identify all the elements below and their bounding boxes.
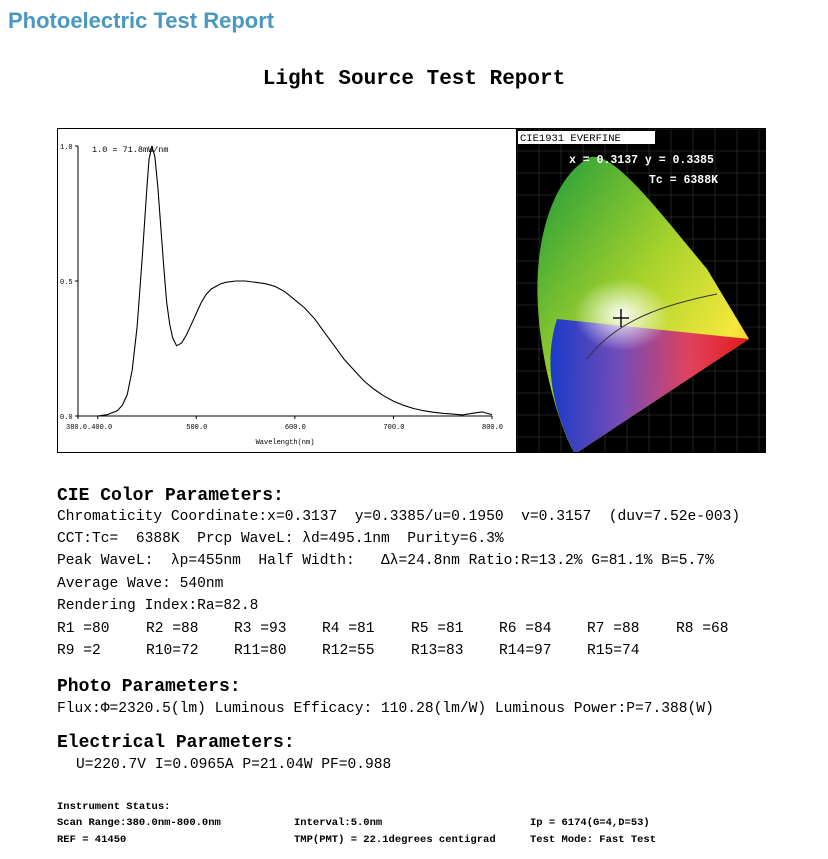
r-index-value: R9 =2 [57,643,101,659]
ref-value: REF = 41450 [57,834,127,846]
x-tick-label: 600.0 [284,424,306,432]
pmt-temperature: TMP(PMT) = 22.1degrees centigrad [294,834,496,846]
x-tick-label: 500.0 [186,424,208,432]
interval: Interval:5.0nm [294,817,383,829]
r-index-value: R4 =81 [322,621,375,637]
cie-title: CIE1931 EVERFINE [520,133,621,145]
cie-section-title: CIE Color Parameters: [57,486,284,506]
r-index-value: R7 =88 [587,621,640,637]
r-index-value: R13=83 [411,643,464,659]
electrical-section-title: Electrical Parameters: [57,733,295,753]
page-heading: Photoelectric Test Report [8,8,275,33]
peak-wavelength-line: Peak WaveL: λp=455nm Half Width: Δλ=24.8nm Ratio:R=13.2% G=81.1% B=5.7% [57,553,714,569]
r-index-value: R2 =88 [146,621,199,637]
r-index-value: R14=97 [499,643,552,659]
report-title: Light Source Test Report [262,68,566,91]
figure-frame [57,128,766,453]
cie-xy-readout: x = 0.3137 y = 0.3385 [569,154,714,167]
test-mode: Test Mode: Fast Test [530,834,657,846]
instrument-status-title: Instrument Status: [57,801,171,813]
r-index-value: R6 =84 [499,621,552,637]
cie-tc-readout: Tc = 6388K [649,174,719,187]
photo-section-title: Photo Parameters: [57,677,241,697]
ip-value: Ip = 6174(G=4,D=53) [530,817,650,829]
x-tick-label: 800.0 [482,424,504,432]
x-axis-label: Wavelength(nm) [255,439,315,447]
rendering-index-line: Rendering Index:Ra=82.8 [57,598,259,614]
electrical-parameters-line: U=220.7V I=0.0965A P=21.04W PF=0.988 [76,757,392,773]
spectrum-chart [58,129,516,452]
cie-white-region [574,279,670,351]
x-tick-label: 700.0 [383,424,405,432]
r-index-value: R1 =80 [57,621,110,637]
cct-line: CCT:Tc= 6388K Prcp WaveL: λd=495.1nm Purity=6.3% [57,531,504,547]
cie-diagram-panel [516,129,766,452]
chromaticity-line: Chromaticity Coordinate:x=0.3137 y=0.3385/u=0.1950 v=0.3157 (duv=7.52e-003) [57,509,741,525]
scan-range: Scan Range:380.0nm-800.0nm [57,817,221,829]
r-index-value: R12=55 [322,643,375,659]
photo-parameters-line: Flux:Φ=2320.5(lm) Luminous Efficacy: 110.28(lm/W) Luminous Power:P=7.388(W) [57,701,714,717]
spectrum-curve [78,146,492,416]
y-tick-label: 1.0 [60,144,73,152]
average-wave-line: Average Wave: 540nm [57,576,224,592]
y-tick-label: 0.0 [60,414,73,422]
r-index-value: R3 =93 [234,621,287,637]
r-index-value: R5 =81 [411,621,464,637]
y-tick-label: 0.5 [60,279,73,287]
r-index-value: R8 =68 [676,621,729,637]
r-index-value: R11=80 [234,643,287,659]
scale-annotation: 1.0 = 71.8mW/nm [92,145,169,155]
x-tick-label: 380.0.400.0 [66,424,113,432]
cie-chromaticity-diagram [517,129,766,452]
r-index-value: R15=74 [587,643,640,659]
r-index-value: R10=72 [146,643,199,659]
